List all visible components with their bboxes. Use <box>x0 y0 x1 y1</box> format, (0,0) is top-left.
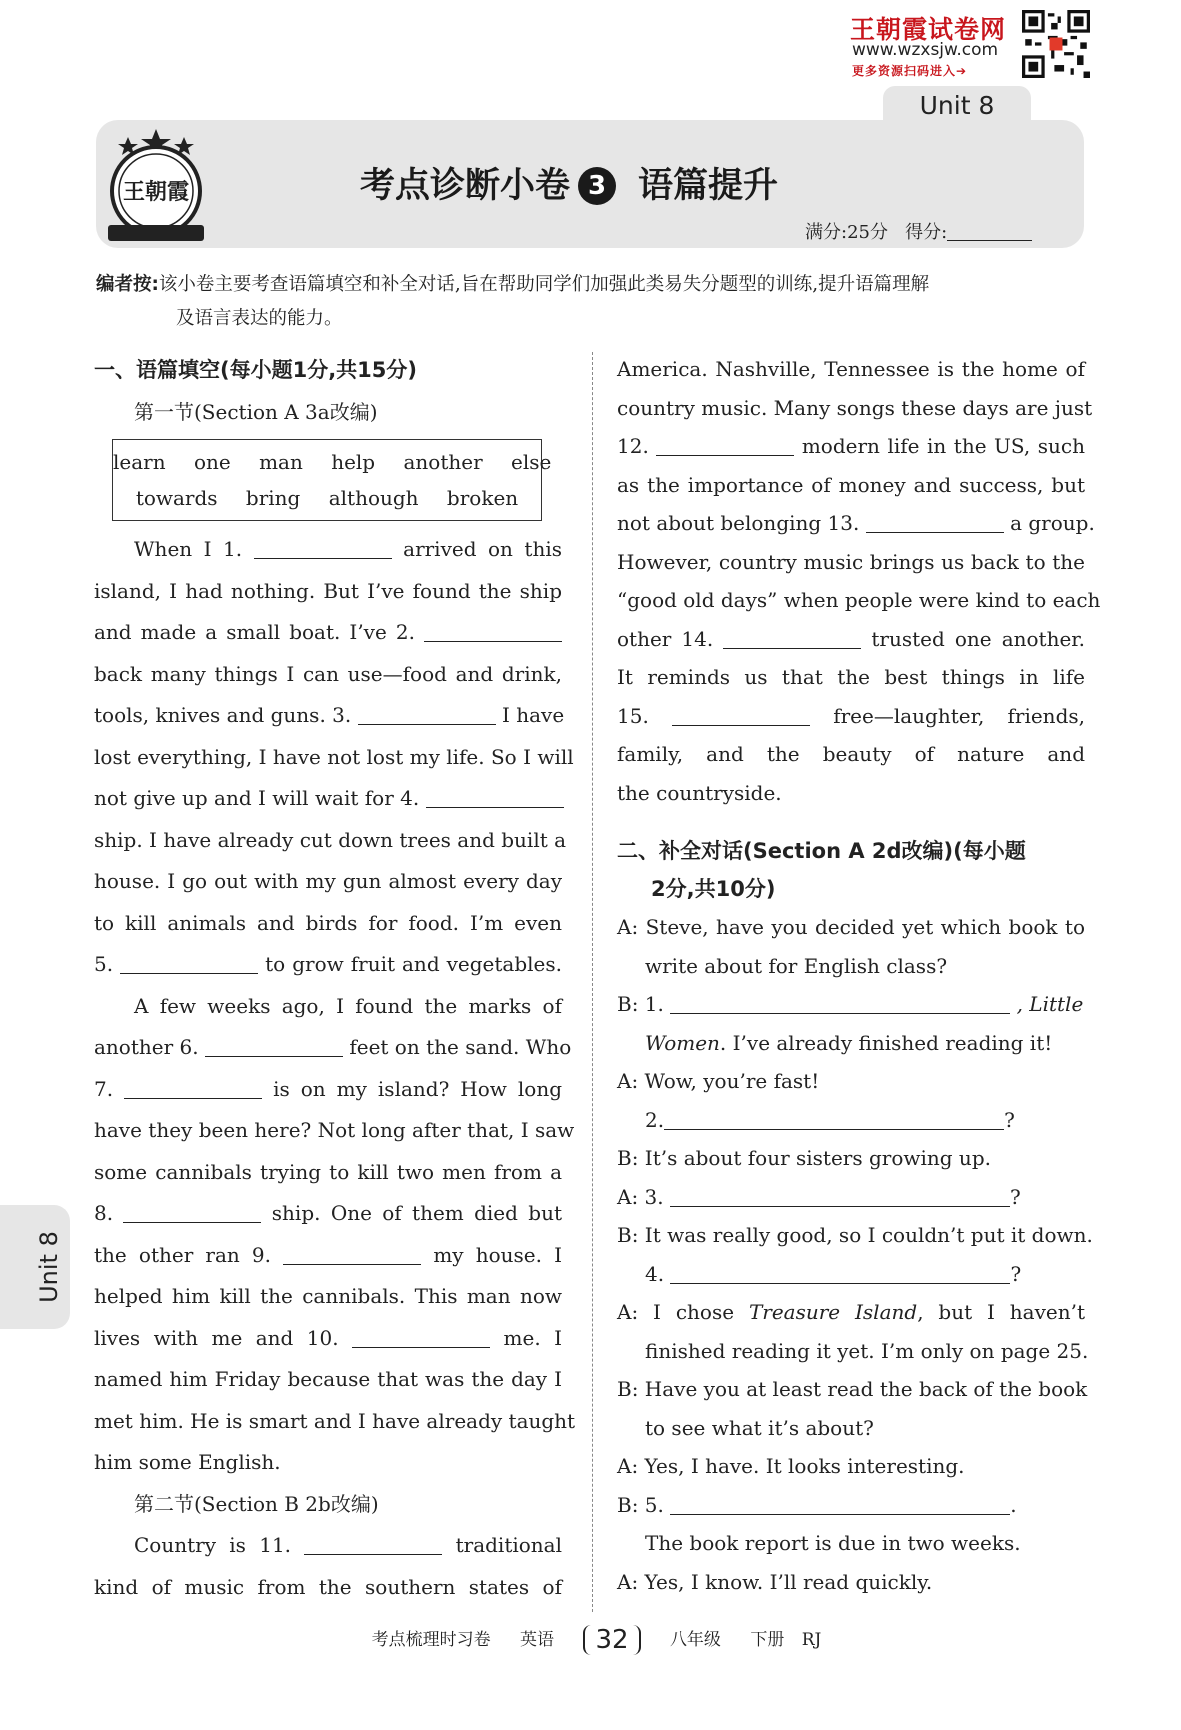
page-number: 32 <box>583 1625 640 1655</box>
answer-blank[interactable] <box>120 953 258 974</box>
passage-line: house. I go out with my gun almost every day <box>94 869 562 893</box>
watermark-title: 王朝霞试卷网 <box>850 15 1007 44</box>
dialog-line: B: It’s about four sisters growing up. <box>617 1146 991 1170</box>
dialog-line: B: 1. , Little <box>617 992 1084 1016</box>
editor-note-line1: 该小卷主要考查语篇填空和补全对话,旨在帮助同学们加强此类易失分题型的训练,提升语篇理解 <box>158 274 930 295</box>
footer-series: 考点梳理时习卷 <box>371 1630 491 1650</box>
answer-blank[interactable] <box>205 1036 343 1057</box>
answer-blank[interactable] <box>424 621 562 642</box>
passage-paragraph-3 <box>94 1525 562 1608</box>
dialog-line: finished reading it yet. I’m only on page 25. <box>645 1338 1089 1363</box>
passage-line: island, I had nothing. But I’ve found the ship <box>94 578 562 603</box>
title-number: 3 <box>578 167 616 205</box>
passage-line: ship. I have already cut down trees and built a <box>94 827 567 852</box>
blank-d2[interactable] <box>664 1109 1004 1130</box>
passage-line: helped him kill the cannibals. This man now <box>94 1284 562 1308</box>
dialog-line: B: Have you at least read the back of the book <box>617 1377 1088 1401</box>
dialog-line: A: Yes, I have. It looks interesting. <box>617 1454 965 1478</box>
passage-line: “good old days” when people were kind to each <box>617 588 1101 612</box>
passage-line: A few weeks ago, I found the marks of <box>134 993 562 1018</box>
dialog-line: A: Wow, you’re fast! <box>617 1069 820 1093</box>
dialog-line: A: 3. ? <box>617 1184 1021 1209</box>
footer-edition: RJ <box>801 1630 822 1650</box>
answer-blank[interactable] <box>304 1534 442 1555</box>
answer-blank[interactable] <box>656 435 794 456</box>
page-footer <box>0 1625 1181 1655</box>
dialog-line: Women. I’ve already finished reading it! <box>645 1030 1053 1055</box>
dialog-line: A: Yes, I know. I’ll read quickly. <box>617 1569 933 1594</box>
passage-line: to kill animals and birds for food. I’m even <box>94 910 562 935</box>
score-blank[interactable] <box>947 224 1032 241</box>
word-box-row2: towards bring although broken <box>135 486 519 510</box>
editor-note <box>96 268 1086 336</box>
passage-line: named him Friday because that was the day I <box>94 1367 562 1391</box>
passage-line: country music. Many songs these days are just <box>617 395 1093 420</box>
score-got: 得分: <box>905 222 948 243</box>
passage-line: 12. modern life in the US, such <box>617 434 1085 458</box>
dialog-line: 4. ? <box>645 1261 1022 1286</box>
section2-heading: 二、补全对话(Section A 2d改编)(每小题 <box>617 839 1026 863</box>
score-full: 满分:25分 <box>805 222 888 243</box>
passage-line: 7. is on my island? How long <box>94 1076 563 1101</box>
dialog-line: 2. ? <box>645 1107 1015 1132</box>
passage-line: as the importance of money and success, but <box>617 472 1085 497</box>
passage-line: America. Nashville, Tennessee is the home of <box>617 357 1085 381</box>
answer-blank[interactable] <box>254 538 392 559</box>
passage-line: lost everything, I have not lost my life. So I will <box>94 744 574 769</box>
score-line <box>805 218 1032 244</box>
column-divider <box>592 352 593 1612</box>
page-title <box>360 158 778 208</box>
brand-logo-icon <box>100 125 212 247</box>
part2-title: 第二节(Section B 2b改编) <box>134 1491 379 1516</box>
watermark-url: www.wzxsjw.com <box>852 40 999 60</box>
passage-line: the other ran 9. my house. I <box>94 1242 563 1267</box>
passage-paragraph-1 <box>94 529 574 986</box>
dialog-line: write about for English class? <box>645 953 948 978</box>
passage-line: some cannibals trying to kill two men from a <box>94 1159 562 1184</box>
passage-line: However, country music brings us back to the <box>617 549 1085 574</box>
answer-blank[interactable] <box>723 628 861 649</box>
passage-line: kind of music from the southern states of <box>94 1574 562 1599</box>
side-unit-label: Unit 8 <box>35 1231 63 1303</box>
blank-d4[interactable] <box>670 1263 1010 1284</box>
passage-line: have they been here? Not long after that, I saw <box>94 1118 575 1142</box>
passage-paragraph-2 <box>94 986 576 1484</box>
passage-line: back many things I can use—food and drink, <box>94 661 562 686</box>
passage-line: 5. to grow fruit and vegetables. <box>94 952 563 976</box>
answer-blank[interactable] <box>866 512 1004 533</box>
footer-grade: 八年级 <box>669 1630 721 1650</box>
passage-line: It reminds us that the best things in life <box>617 665 1085 689</box>
passage-line: met him. He is smart and I have already taught <box>94 1408 576 1433</box>
section1-heading: 一、语篇填空(每小题1分,共15分) <box>94 358 418 382</box>
passage-line: another 6. feet on the sand. Who <box>94 1035 572 1059</box>
word-box <box>112 439 552 521</box>
answer-blank[interactable] <box>352 1327 490 1348</box>
left-column <box>94 350 576 1608</box>
passage-line: tools, knives and guns. 3. I have <box>94 703 565 727</box>
answer-blank[interactable] <box>672 705 810 726</box>
footer-subject: 英语 <box>520 1630 555 1650</box>
qr-code-icon[interactable] <box>1022 10 1090 78</box>
title-prefix: 考点诊断小卷 <box>360 166 571 206</box>
passage-paragraph-3-cont <box>617 350 1101 812</box>
blank-d1[interactable] <box>670 993 1010 1014</box>
answer-blank[interactable] <box>283 1244 421 1265</box>
answer-blank[interactable] <box>124 1078 262 1099</box>
answer-blank[interactable] <box>358 704 496 725</box>
brand-logo-text: 王朝霞 <box>122 179 190 205</box>
watermark-scan-hint: 更多资源扫码进入➔ <box>852 64 968 78</box>
passage-line: other 14. trusted one another. <box>617 626 1086 651</box>
dialog-line: The book report is due in two weeks. <box>645 1531 1021 1555</box>
answer-blank[interactable] <box>123 1202 261 1223</box>
answer-blank[interactable] <box>426 787 564 808</box>
blank-d3[interactable] <box>670 1186 1010 1207</box>
passage-line: not give up and I will wait for 4. <box>94 778 562 820</box>
editor-note-label: 编者按: <box>96 274 159 295</box>
editor-note-line2: 及语言表达的能力。 <box>176 308 343 329</box>
dialog-line: A: Steve, have you decided yet which book to <box>617 915 1085 939</box>
passage-line: family, and the beauty of nature and <box>617 742 1085 766</box>
passage-line: Country is 11. traditional <box>134 1533 562 1557</box>
section2-heading-cont: 2分,共10分) <box>651 877 776 901</box>
blank-d5[interactable] <box>670 1494 1010 1515</box>
dialog-line: A: I chose Treasure Island, but I haven’t <box>617 1300 1085 1324</box>
right-column <box>617 350 1101 1601</box>
passage-line: not about belonging 13. a group. <box>617 511 1095 535</box>
passage-line: When I 1. arrived on this <box>134 537 563 561</box>
passage-line: 8. ship. One of them died but <box>94 1201 563 1225</box>
passage-line: and made a small boat. I’ve 2. <box>94 612 562 654</box>
dialog-line: B: 5. . <box>617 1492 1017 1517</box>
passage-line: the countryside. <box>617 780 782 805</box>
dialog-line: to see what it’s about? <box>645 1415 874 1440</box>
dialog-line: B: It was really good, so I couldn’t put it down. <box>617 1223 1093 1247</box>
passage-line: lives with me and 10. me. I <box>94 1325 563 1350</box>
part1-title: 第一节(Section A 3a改编) <box>134 399 378 424</box>
footer-volume: 下册 <box>750 1630 785 1650</box>
passage-line: him some English. <box>94 1450 281 1474</box>
unit-tab: Unit 8 <box>883 86 1031 126</box>
title-suffix: 语篇提升 <box>638 166 779 206</box>
passage-line: 15. free—laughter, friends, <box>617 703 1085 728</box>
word-box-row1: learn one man help another else <box>113 450 552 474</box>
